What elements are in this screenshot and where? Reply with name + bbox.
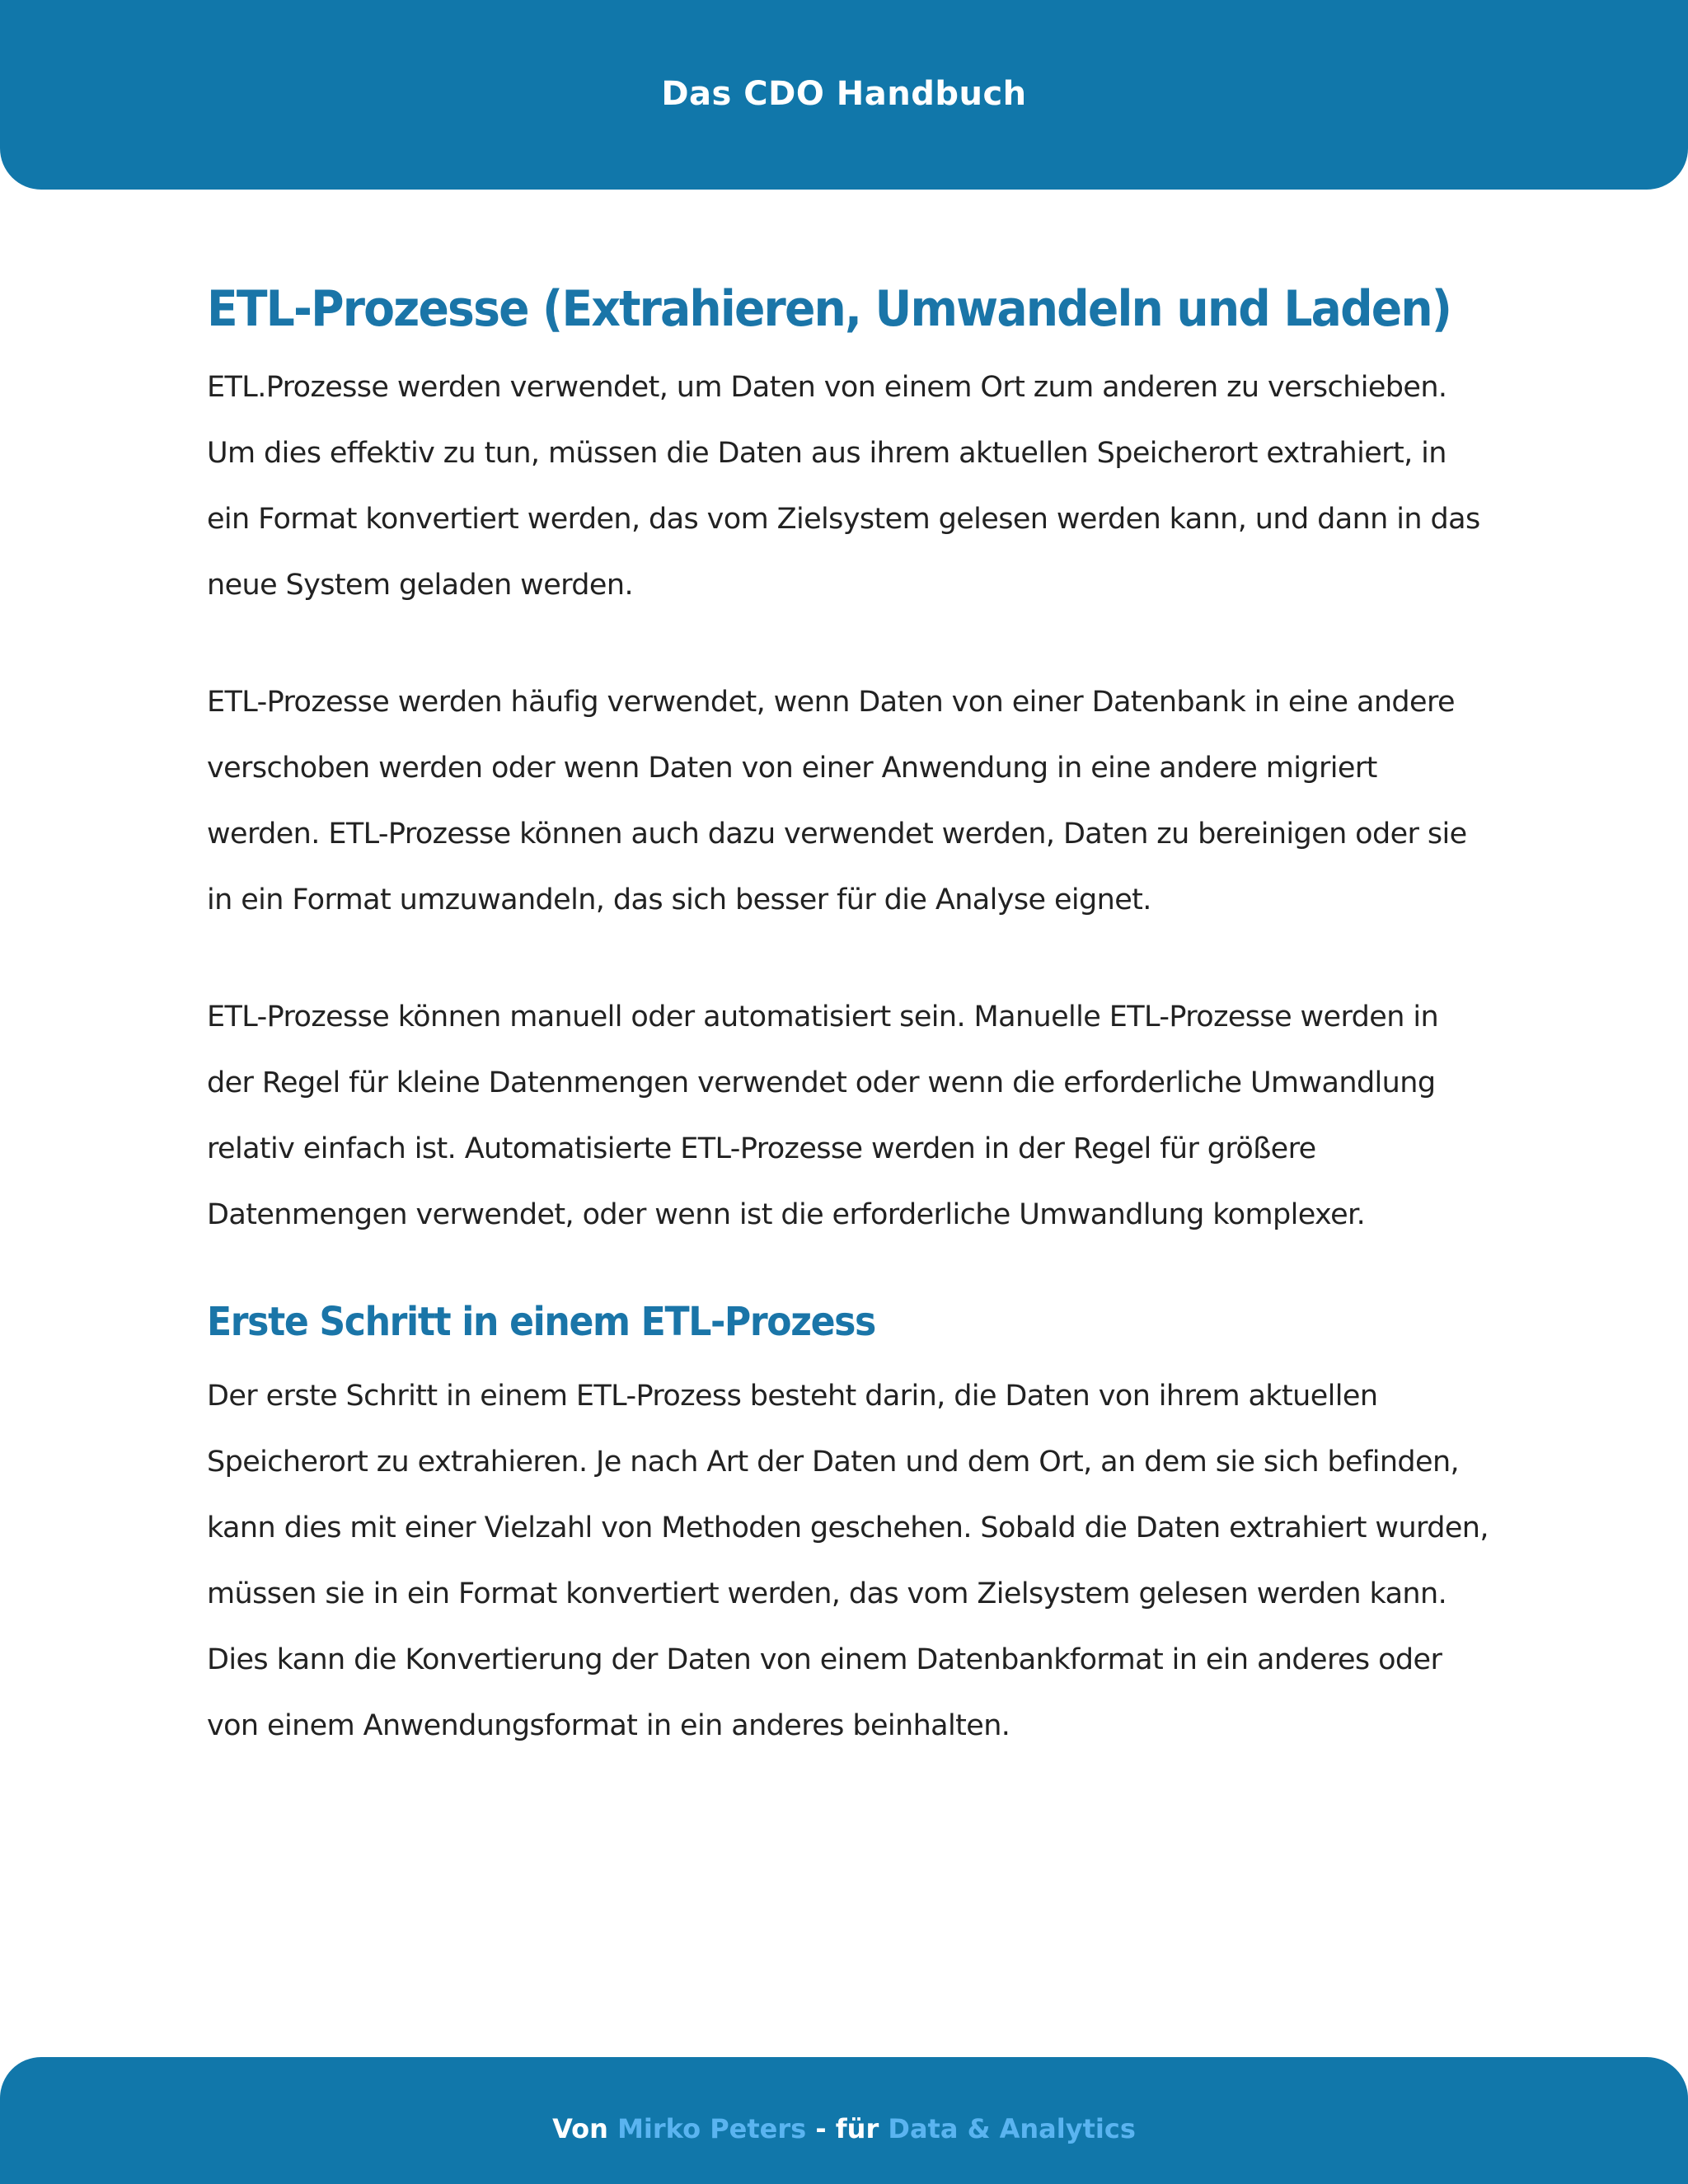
footer-prefix: Von bbox=[552, 2113, 608, 2144]
paragraph: ETL-Prozesse können manuell oder automatisiert sein. Manuelle ETL-Prozesse werden in der Regel für kleine Datenmengen verwendet oder wenn die erforderliche Umwandlung relativ einfach ist. Automatisierte ETL-Prozesse werden in der Regel für größere Datenmengen verwendet, oder wenn ist die erforderliche Umwandlung komplexer. bbox=[207, 1001, 1439, 1231]
book-title: Das CDO Handbuch bbox=[661, 75, 1027, 113]
page-content bbox=[207, 264, 1493, 1759]
footer-credit bbox=[552, 2113, 1136, 2144]
footer-separator: - für bbox=[806, 2113, 889, 2144]
paragraph: ETL.Prozesse werden verwendet, um Daten von einem Ort zum anderen zu verschieben. Um dies effektiv zu tun, müssen die Daten aus ihrem aktuellen Speicherort extrahiert, in ein Format konvertiert werden, das vom Zielsystem gelesen werden kann, und dann in das neue System geladen werden. bbox=[207, 371, 1480, 602]
paragraph: Der erste Schritt in einem ETL-Prozess besteht darin, die Daten von ihrem aktuellen Speicherort zu extrahieren. Je nach Art der Daten und dem Ort, an dem sie sich befinden, kann dies mit einer Vielzahl von Methoden geschehen. Sobald die Daten extrahiert wurden, müssen sie in ein Format konvertiert werden, das vom Zielsystem gelesen werden kann. Dies kann die Konvertierung der Daten von einem Datenbankformat in ein anderes oder von einem Anwendungsformat in ein anderes beinhalten. bbox=[207, 1380, 1489, 1742]
paragraph: ETL-Prozesse werden häufig verwendet, wenn Daten von einer Datenbank in eine andere verschoben werden oder wenn Daten von einer Anwendung in eine andere migriert werden. ETL-Prozesse können auch dazu verwendet werden, Daten zu bereinigen oder sie in ein Format umzuwandeln, das sich besser für die Analyse eignet. bbox=[207, 686, 1467, 916]
page-header bbox=[0, 0, 1688, 190]
author-link[interactable]: Mirko Peters bbox=[617, 2113, 807, 2144]
page-footer bbox=[0, 2057, 1688, 2184]
subsection-heading: Erste Schritt in einem ETL-Prozess bbox=[207, 1299, 875, 1345]
topic-link[interactable]: Data & Analytics bbox=[888, 2113, 1136, 2144]
section-heading: ETL-Prozesse (Extrahieren, Umwandeln und Laden) bbox=[207, 280, 1451, 338]
